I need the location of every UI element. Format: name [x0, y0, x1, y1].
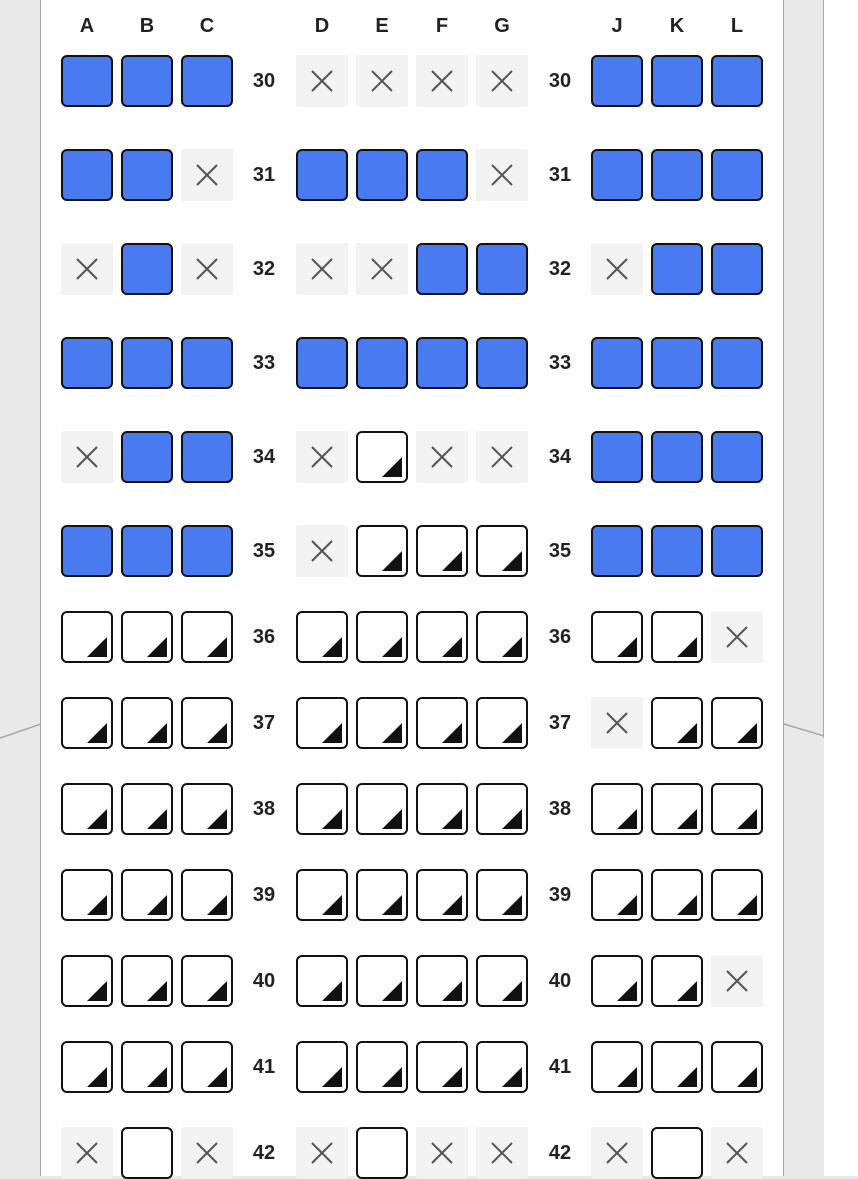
occupied-x-icon [310, 257, 334, 281]
occupied-x-icon [75, 1141, 99, 1165]
seat-35l[interactable] [711, 525, 763, 577]
seat-30b[interactable] [121, 55, 173, 107]
seat-36l [711, 611, 763, 663]
extra-legroom-corner-icon [617, 637, 637, 657]
extra-legroom-corner-icon [737, 809, 757, 829]
seat-32k[interactable] [651, 243, 703, 295]
seat-39g[interactable] [476, 869, 528, 921]
extra-legroom-corner-icon [382, 723, 402, 743]
row-number-left: 37 [252, 712, 276, 734]
occupied-x-icon [195, 257, 219, 281]
seat-39j[interactable] [591, 869, 643, 921]
seat-38d[interactable] [296, 783, 348, 835]
right-wing-area [784, 0, 824, 738]
seat-41a[interactable] [61, 1041, 113, 1093]
seat-36f[interactable] [416, 611, 468, 663]
occupied-x-icon [310, 539, 334, 563]
column-header-f: F [435, 15, 449, 37]
row-number-right: 39 [548, 884, 572, 906]
seat-41c[interactable] [181, 1041, 233, 1093]
seat-33e[interactable] [356, 337, 408, 389]
seat-41l[interactable] [711, 1041, 763, 1093]
row-number-right: 33 [548, 352, 572, 374]
seat-40d[interactable] [296, 955, 348, 1007]
extra-legroom-corner-icon [322, 637, 342, 657]
seat-30c[interactable] [181, 55, 233, 107]
seat-42d [296, 1127, 348, 1179]
extra-legroom-corner-icon [207, 895, 227, 915]
seat-33d[interactable] [296, 337, 348, 389]
seat-40j[interactable] [591, 955, 643, 1007]
seat-32l[interactable] [711, 243, 763, 295]
extra-legroom-corner-icon [737, 723, 757, 743]
seat-42g [476, 1127, 528, 1179]
seat-37e[interactable] [356, 697, 408, 749]
seat-34l[interactable] [711, 431, 763, 483]
occupied-x-icon [605, 1141, 629, 1165]
column-header-d: D [314, 15, 330, 37]
occupied-x-icon [430, 1141, 454, 1165]
seat-42l [711, 1127, 763, 1179]
occupied-x-icon [490, 163, 514, 187]
seat-36a[interactable] [61, 611, 113, 663]
seat-36g[interactable] [476, 611, 528, 663]
seat-31c [181, 149, 233, 201]
extra-legroom-corner-icon [442, 1067, 462, 1087]
seat-33a[interactable] [61, 337, 113, 389]
occupied-x-icon [490, 69, 514, 93]
seat-32c [181, 243, 233, 295]
seat-39e[interactable] [356, 869, 408, 921]
seat-38e[interactable] [356, 783, 408, 835]
column-header-j: J [611, 15, 623, 37]
extra-legroom-corner-icon [442, 981, 462, 1001]
seat-40c[interactable] [181, 955, 233, 1007]
extra-legroom-corner-icon [502, 895, 522, 915]
seat-42j [591, 1127, 643, 1179]
seat-39c[interactable] [181, 869, 233, 921]
extra-legroom-corner-icon [737, 895, 757, 915]
occupied-x-icon [195, 1141, 219, 1165]
seat-33b[interactable] [121, 337, 173, 389]
column-header-b: B [139, 15, 155, 37]
occupied-x-icon [310, 69, 334, 93]
seat-41j[interactable] [591, 1041, 643, 1093]
seat-38b[interactable] [121, 783, 173, 835]
seat-38k[interactable] [651, 783, 703, 835]
seat-33c[interactable] [181, 337, 233, 389]
seat-42b[interactable] [121, 1127, 173, 1179]
seat-39l[interactable] [711, 869, 763, 921]
seat-38g[interactable] [476, 783, 528, 835]
extra-legroom-corner-icon [502, 551, 522, 571]
row-number-left: 32 [252, 258, 276, 280]
row-number-right: 31 [548, 164, 572, 186]
seat-41g[interactable] [476, 1041, 528, 1093]
extra-legroom-corner-icon [382, 895, 402, 915]
seat-31f[interactable] [416, 149, 468, 201]
seat-42e[interactable] [356, 1127, 408, 1179]
extra-legroom-corner-icon [322, 809, 342, 829]
seat-40g[interactable] [476, 955, 528, 1007]
extra-legroom-corner-icon [502, 637, 522, 657]
row-number-left: 39 [252, 884, 276, 906]
extra-legroom-corner-icon [617, 981, 637, 1001]
seat-30g [476, 55, 528, 107]
seat-38f[interactable] [416, 783, 468, 835]
extra-legroom-corner-icon [382, 551, 402, 571]
seat-36b[interactable] [121, 611, 173, 663]
column-header-c: C [199, 15, 215, 37]
seat-41f[interactable] [416, 1041, 468, 1093]
seat-41b[interactable] [121, 1041, 173, 1093]
seat-35b[interactable] [121, 525, 173, 577]
seat-37l[interactable] [711, 697, 763, 749]
seat-40a[interactable] [61, 955, 113, 1007]
seat-41d[interactable] [296, 1041, 348, 1093]
seat-35a[interactable] [61, 525, 113, 577]
seat-37g[interactable] [476, 697, 528, 749]
seat-34d [296, 431, 348, 483]
column-header-e: E [375, 15, 389, 37]
extra-legroom-corner-icon [502, 1067, 522, 1087]
seat-42c [181, 1127, 233, 1179]
extra-legroom-corner-icon [322, 1067, 342, 1087]
seat-36e[interactable] [356, 611, 408, 663]
right-outer-margin [824, 0, 858, 1176]
row-number-left: 35 [252, 540, 276, 562]
extra-legroom-corner-icon [617, 1067, 637, 1087]
extra-legroom-corner-icon [207, 723, 227, 743]
column-header-k: K [669, 15, 685, 37]
row-number-right: 34 [548, 446, 572, 468]
row-number-left: 40 [252, 970, 276, 992]
row-number-left: 41 [252, 1056, 276, 1078]
row-number-right: 37 [548, 712, 572, 734]
seat-30e [356, 55, 408, 107]
seat-37a[interactable] [61, 697, 113, 749]
extra-legroom-corner-icon [677, 981, 697, 1001]
occupied-x-icon [310, 445, 334, 469]
row-number-left: 42 [252, 1142, 276, 1164]
extra-legroom-corner-icon [442, 809, 462, 829]
row-number-right: 30 [548, 70, 572, 92]
seat-34j[interactable] [591, 431, 643, 483]
extra-legroom-corner-icon [87, 895, 107, 915]
extra-legroom-corner-icon [382, 981, 402, 1001]
row-number-left: 33 [252, 352, 276, 374]
extra-legroom-corner-icon [87, 1067, 107, 1087]
seat-30j[interactable] [591, 55, 643, 107]
extra-legroom-corner-icon [502, 809, 522, 829]
seat-38c[interactable] [181, 783, 233, 835]
seat-35j[interactable] [591, 525, 643, 577]
occupied-x-icon [490, 445, 514, 469]
seat-33j[interactable] [591, 337, 643, 389]
seat-34e[interactable] [356, 431, 408, 483]
seat-39k[interactable] [651, 869, 703, 921]
left-wing-edge [0, 722, 42, 742]
seat-39f[interactable] [416, 869, 468, 921]
column-header-a: A [79, 15, 95, 37]
extra-legroom-corner-icon [147, 1067, 167, 1087]
seat-36d[interactable] [296, 611, 348, 663]
seat-40k[interactable] [651, 955, 703, 1007]
seat-30a[interactable] [61, 55, 113, 107]
extra-legroom-corner-icon [442, 895, 462, 915]
row-number-right: 40 [548, 970, 572, 992]
extra-legroom-corner-icon [322, 723, 342, 743]
extra-legroom-corner-icon [382, 637, 402, 657]
extra-legroom-corner-icon [442, 637, 462, 657]
seat-31b[interactable] [121, 149, 173, 201]
occupied-x-icon [725, 1141, 749, 1165]
seat-35f[interactable] [416, 525, 468, 577]
extra-legroom-corner-icon [677, 1067, 697, 1087]
extra-legroom-corner-icon [442, 723, 462, 743]
seat-39b[interactable] [121, 869, 173, 921]
seat-39d[interactable] [296, 869, 348, 921]
occupied-x-icon [725, 969, 749, 993]
column-header-l: L [730, 15, 744, 37]
row-number-left: 34 [252, 446, 276, 468]
seat-30d [296, 55, 348, 107]
seat-34b[interactable] [121, 431, 173, 483]
seat-31l[interactable] [711, 149, 763, 201]
seat-32g[interactable] [476, 243, 528, 295]
row-number-left: 31 [252, 164, 276, 186]
seat-32j [591, 243, 643, 295]
seat-37c[interactable] [181, 697, 233, 749]
extra-legroom-corner-icon [147, 723, 167, 743]
extra-legroom-corner-icon [207, 1067, 227, 1087]
extra-legroom-corner-icon [207, 809, 227, 829]
row-number-left: 36 [252, 626, 276, 648]
seat-32b[interactable] [121, 243, 173, 295]
seat-34g [476, 431, 528, 483]
occupied-x-icon [195, 163, 219, 187]
occupied-x-icon [490, 1141, 514, 1165]
extra-legroom-corner-icon [677, 809, 697, 829]
seat-32d [296, 243, 348, 295]
seat-34k[interactable] [651, 431, 703, 483]
occupied-x-icon [370, 257, 394, 281]
extra-legroom-corner-icon [617, 895, 637, 915]
seat-42f [416, 1127, 468, 1179]
extra-legroom-corner-icon [677, 895, 697, 915]
extra-legroom-corner-icon [382, 457, 402, 477]
seat-37b[interactable] [121, 697, 173, 749]
extra-legroom-corner-icon [502, 981, 522, 1001]
extra-legroom-corner-icon [147, 981, 167, 1001]
extra-legroom-corner-icon [147, 809, 167, 829]
seat-37f[interactable] [416, 697, 468, 749]
extra-legroom-corner-icon [207, 981, 227, 1001]
seat-39a[interactable] [61, 869, 113, 921]
seat-40l [711, 955, 763, 1007]
row-number-right: 32 [548, 258, 572, 280]
seat-32f[interactable] [416, 243, 468, 295]
seat-36c[interactable] [181, 611, 233, 663]
occupied-x-icon [430, 69, 454, 93]
extra-legroom-corner-icon [87, 809, 107, 829]
row-number-left: 38 [252, 798, 276, 820]
row-number-right: 38 [548, 798, 572, 820]
seat-37d[interactable] [296, 697, 348, 749]
seat-34f [416, 431, 468, 483]
row-number-right: 41 [548, 1056, 572, 1078]
row-number-left: 30 [252, 70, 276, 92]
occupied-x-icon [310, 1141, 334, 1165]
seat-36j[interactable] [591, 611, 643, 663]
seat-40f[interactable] [416, 955, 468, 1007]
seat-31e[interactable] [356, 149, 408, 201]
seat-33k[interactable] [651, 337, 703, 389]
seat-35k[interactable] [651, 525, 703, 577]
column-header-g: G [494, 15, 510, 37]
seat-38l[interactable] [711, 783, 763, 835]
seat-37k[interactable] [651, 697, 703, 749]
extra-legroom-corner-icon [87, 637, 107, 657]
seat-35e[interactable] [356, 525, 408, 577]
seat-35g[interactable] [476, 525, 528, 577]
seat-38a[interactable] [61, 783, 113, 835]
seat-37j [591, 697, 643, 749]
seat-32a [61, 243, 113, 295]
extra-legroom-corner-icon [147, 637, 167, 657]
seat-35d [296, 525, 348, 577]
seat-31k[interactable] [651, 149, 703, 201]
extra-legroom-corner-icon [677, 723, 697, 743]
seat-33l[interactable] [711, 337, 763, 389]
extra-legroom-corner-icon [87, 723, 107, 743]
occupied-x-icon [75, 445, 99, 469]
occupied-x-icon [75, 257, 99, 281]
seat-31d[interactable] [296, 149, 348, 201]
occupied-x-icon [605, 257, 629, 281]
occupied-x-icon [430, 445, 454, 469]
extra-legroom-corner-icon [737, 1067, 757, 1087]
extra-legroom-corner-icon [322, 981, 342, 1001]
extra-legroom-corner-icon [207, 637, 227, 657]
extra-legroom-corner-icon [382, 809, 402, 829]
occupied-x-icon [370, 69, 394, 93]
seat-41k[interactable] [651, 1041, 703, 1093]
seat-30k[interactable] [651, 55, 703, 107]
seat-42a [61, 1127, 113, 1179]
extra-legroom-corner-icon [442, 551, 462, 571]
extra-legroom-corner-icon [322, 895, 342, 915]
seat-41e[interactable] [356, 1041, 408, 1093]
seat-34a [61, 431, 113, 483]
extra-legroom-corner-icon [87, 981, 107, 1001]
seat-42k[interactable] [651, 1127, 703, 1179]
left-wing-area [0, 0, 40, 738]
occupied-x-icon [605, 711, 629, 735]
seat-36k[interactable] [651, 611, 703, 663]
occupied-x-icon [725, 625, 749, 649]
extra-legroom-corner-icon [382, 1067, 402, 1087]
seat-33f[interactable] [416, 337, 468, 389]
seat-31j[interactable] [591, 149, 643, 201]
extra-legroom-corner-icon [677, 637, 697, 657]
row-number-right: 35 [548, 540, 572, 562]
seat-32e [356, 243, 408, 295]
seat-31a[interactable] [61, 149, 113, 201]
seat-30l[interactable] [711, 55, 763, 107]
right-wing-edge [783, 722, 825, 742]
row-number-right: 42 [548, 1142, 572, 1164]
seat-40b[interactable] [121, 955, 173, 1007]
seat-34c[interactable] [181, 431, 233, 483]
seat-31g [476, 149, 528, 201]
extra-legroom-corner-icon [617, 809, 637, 829]
seat-33g[interactable] [476, 337, 528, 389]
extra-legroom-corner-icon [502, 723, 522, 743]
seat-38j[interactable] [591, 783, 643, 835]
extra-legroom-corner-icon [147, 895, 167, 915]
seat-30f [416, 55, 468, 107]
seat-40e[interactable] [356, 955, 408, 1007]
seat-35c[interactable] [181, 525, 233, 577]
row-number-right: 36 [548, 626, 572, 648]
